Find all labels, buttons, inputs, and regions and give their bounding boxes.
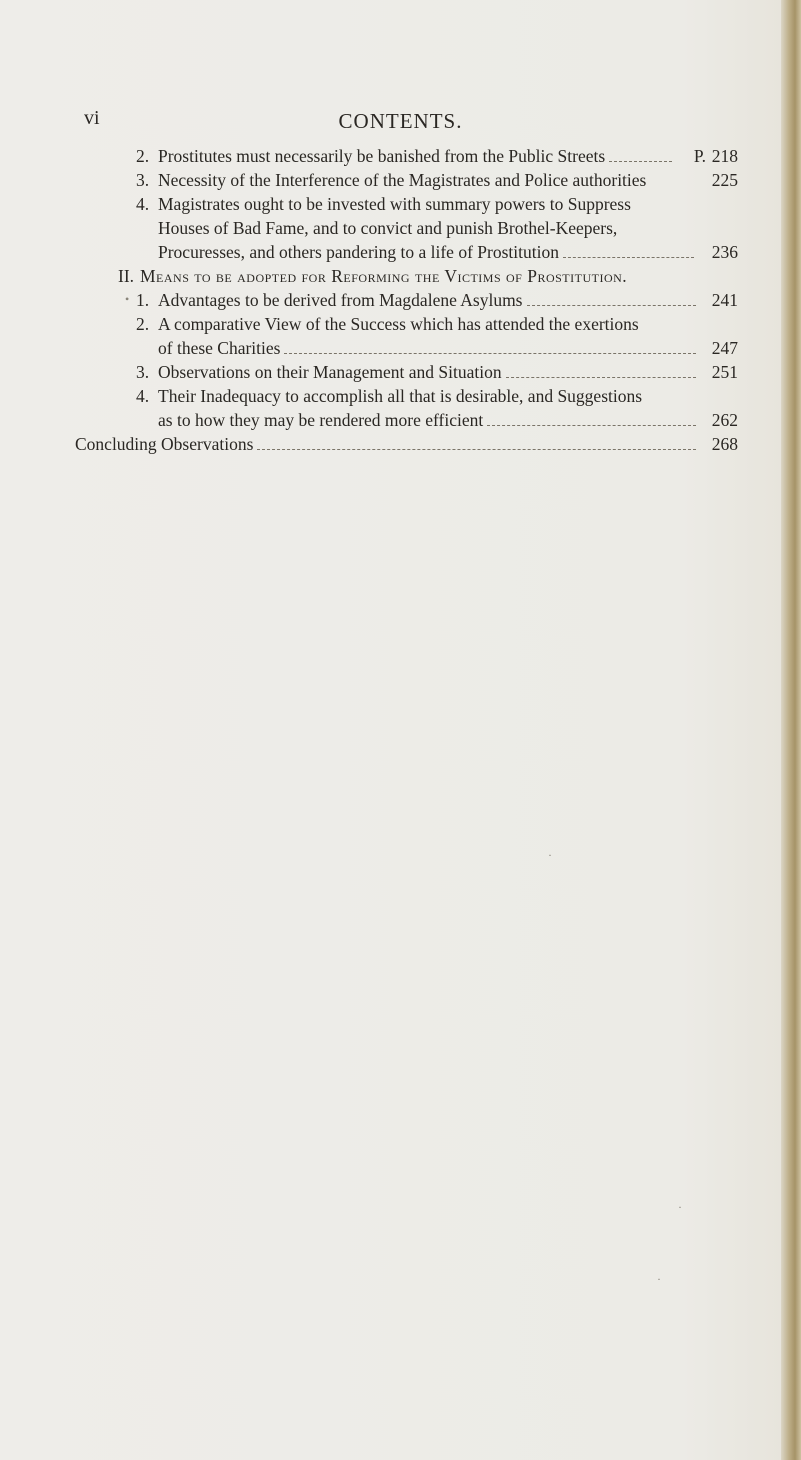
scan-speck: ·	[657, 1272, 661, 1286]
entry-title: Magistrates ought to be invested with summary powers to Suppress	[158, 194, 631, 214]
page-number: 262	[711, 410, 738, 430]
entry-title: Prostitutes must necessarily be banished from the Public Streets	[158, 146, 606, 166]
page-number: 236	[711, 242, 738, 262]
section-title: Means to be adopted for Reforming the Victims of Prostitution.	[140, 266, 628, 286]
toc-entry	[75, 434, 700, 455]
page-number: 251	[711, 362, 738, 382]
leader-dots	[506, 376, 696, 378]
page-number: 241	[711, 290, 738, 310]
leader-dots	[609, 160, 672, 162]
toc-entry-continued	[158, 410, 700, 431]
page-number: 225	[711, 170, 738, 190]
entry-number: 1.	[136, 290, 150, 310]
page-header	[0, 107, 801, 137]
entry-title: A comparative View of the Success which has attended the exertions	[158, 314, 639, 334]
section-heading	[118, 266, 718, 287]
entry-number: 2.	[136, 146, 150, 166]
toc-entry	[136, 314, 696, 335]
page-title: CONTENTS.	[338, 109, 463, 133]
toc-entry	[136, 362, 700, 383]
entry-title: as to how they may be rendered more efficient	[158, 410, 484, 430]
toc-entry	[136, 170, 696, 191]
entry-number: 4.	[136, 194, 150, 214]
entry-title: of these Charities	[158, 338, 281, 358]
entry-title: Houses of Bad Fame, and to convict and punish Brothel-Keepers,	[158, 218, 618, 238]
toc-entry-continued	[158, 338, 700, 359]
toc-entry	[136, 146, 676, 167]
scan-speck: ·	[678, 1200, 682, 1214]
entry-title: Procuresses, and others pandering to a life of Prostitution	[158, 242, 559, 262]
toc-entry	[136, 386, 696, 407]
page-prefix: P.	[693, 146, 706, 166]
entry-number: 2.	[136, 314, 150, 334]
toc-entry	[136, 290, 700, 311]
section-number: II.	[118, 266, 135, 286]
entry-title: Their Inadequacy to accomplish all that is desirable, and Suggestions	[158, 386, 643, 406]
page-number: 247	[711, 338, 738, 358]
entry-number: 3.	[136, 170, 150, 190]
entry-title: Necessity of the Interference of the Magistrates and Police authorities	[158, 170, 647, 190]
page-number: 268	[711, 434, 738, 454]
folio-number: vi	[84, 107, 100, 129]
entry-title: Concluding Observations	[75, 434, 254, 454]
leader-dots	[487, 424, 696, 426]
leader-dots	[527, 304, 697, 306]
page-edge	[781, 0, 801, 1460]
entry-title: Observations on their Management and Situation	[158, 362, 502, 382]
entry-title: Advantages to be derived from Magdalene Asylums	[158, 290, 523, 310]
toc-entry-continued	[158, 218, 698, 239]
leader-dots	[563, 256, 694, 258]
toc-entry	[136, 194, 696, 215]
page-number: 218	[711, 146, 738, 166]
entry-number: 3.	[136, 362, 150, 382]
entry-number: 4.	[136, 386, 150, 406]
scan-speck: ·	[548, 848, 552, 862]
scan-speck: •	[125, 292, 130, 306]
leader-dots	[257, 448, 696, 450]
toc-entry-continued	[158, 242, 698, 263]
leader-dots	[284, 352, 696, 354]
